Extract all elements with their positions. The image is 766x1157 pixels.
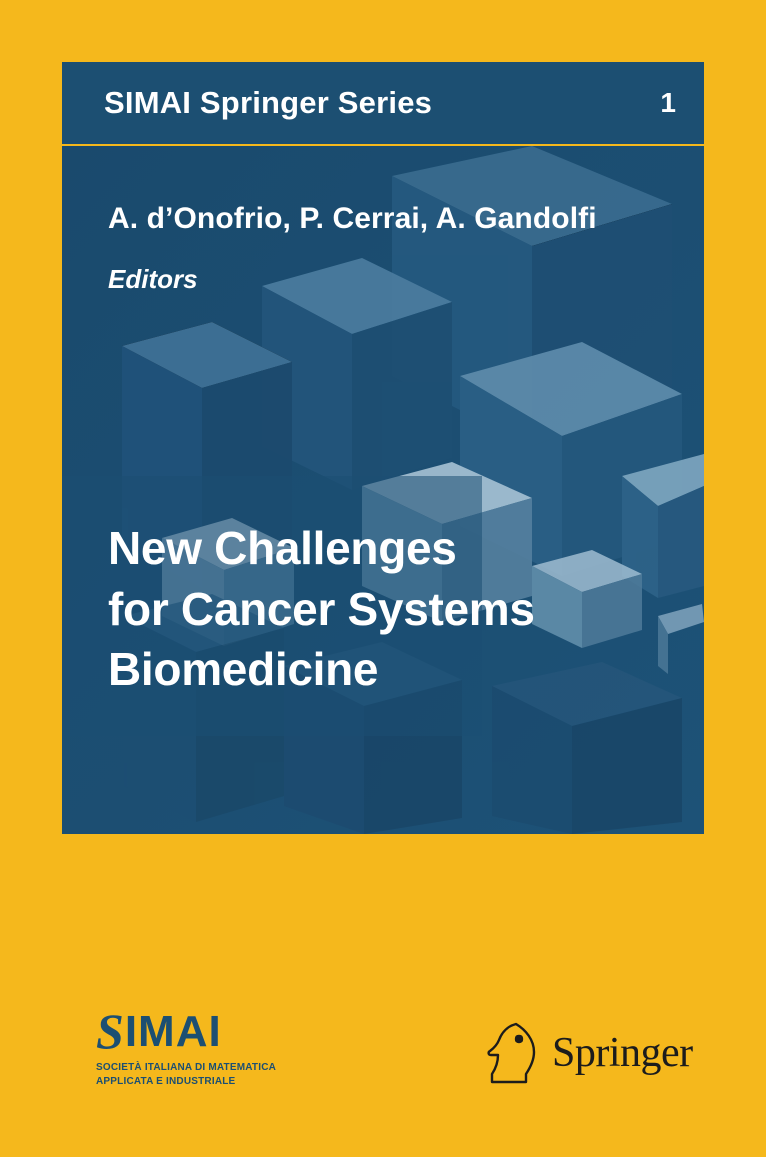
springer-wordmark: Springer <box>552 1030 693 1076</box>
series-band <box>62 62 704 144</box>
springer-horse-icon <box>486 1022 540 1084</box>
simai-logo <box>96 1003 306 1088</box>
simai-logo-s: S <box>96 1003 125 1059</box>
series-title: SIMAI Springer Series <box>104 85 433 120</box>
book-title-line-1: New Challenges <box>108 522 457 574</box>
simai-subtitle <box>96 1061 306 1088</box>
cover-panel <box>62 146 704 834</box>
book-title-line-2: for Cancer Systems <box>108 582 535 635</box>
springer-logo <box>486 1022 693 1084</box>
series-number: 1 <box>660 87 676 118</box>
simai-wordmark <box>96 1003 306 1059</box>
book-title <box>108 518 668 700</box>
panel-content <box>62 146 704 295</box>
simai-subtitle-line-2: APPLICATA E INDUSTRIALE <box>96 1075 236 1087</box>
simai-subtitle-line-1: SOCIETÀ ITALIANA DI MATEMATICA <box>96 1062 277 1073</box>
simai-logo-rest: IMAI <box>124 1007 222 1056</box>
editors-label: Editors <box>108 264 198 294</box>
book-title-line-3: Biomedicine <box>108 643 379 696</box>
editor-names: A. d’Onofrio, P. Cerrai, A. Gandolfi <box>108 202 597 235</box>
